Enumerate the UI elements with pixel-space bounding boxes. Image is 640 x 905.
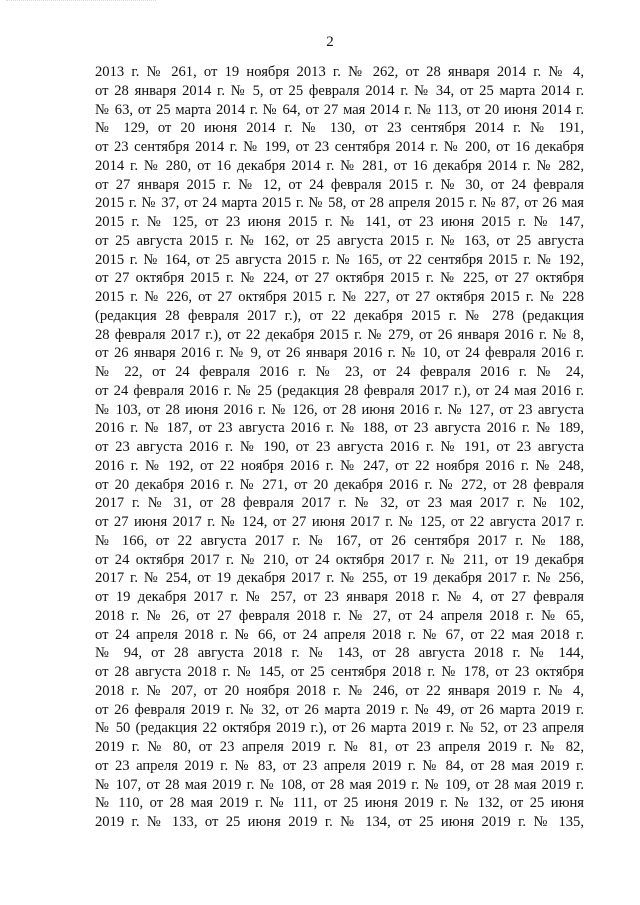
text-line: от 23 сентября 2014 г. № 199, от 23 сентября 2014 г. № 200, от 16 декабря (95, 139, 584, 155)
text-line: от 28 января 2014 г. № 5, от 25 февраля 2014 г. № 34, от 25 марта 2014 г. (95, 82, 584, 99)
text-line: 2016 г. № 187, от 23 августа 2016 г. № 188, от 23 августа 2016 г. № 189, (95, 420, 584, 437)
text-line: № 63, от 25 марта 2014 г. № 64, от 27 мая 2014 г. № 113, от 20 июня 2014 г. (95, 101, 584, 118)
text-line: 2018 г. № 207, от 20 ноября 2018 г. № 246, от 22 января 2019 г. № 4, (95, 682, 584, 699)
text-line: от 24 февраля 2016 г. № 25 (редакция 28 февраля 2017 г.), от 24 мая 2016 г. (95, 382, 584, 399)
text-line: 2015 г. № 125, от 23 июня 2015 г. № 141, от 23 июня 2015 г. № 147, (95, 214, 584, 230)
body-text (95, 63, 584, 832)
text-line: № 22, от 24 февраля 2016 г. № 23, от 24 февраля 2016 г. № 24, (95, 364, 584, 380)
text-line: от 27 октября 2015 г. № 224, от 27 октября 2015 г. № 225, от 27 октября (95, 270, 584, 287)
text-line: 2016 г. № 192, от 22 ноября 2016 г. № 247, от 22 ноября 2016 г. № 248, (95, 457, 584, 474)
text-line: 2015 г. № 37, от 24 марта 2015 г. № 58, от 28 апреля 2015 г. № 87, от 26 мая (95, 195, 584, 212)
text-line: 2017 г. № 31, от 28 февраля 2017 г. № 32, от 23 мая 2017 г. № 102, (95, 495, 584, 512)
text-line: № 50 (редакция 22 октября 2019 г.), от 26 марта 2019 г. № 52, от 23 апреля (95, 720, 584, 737)
text-line: 2017 г. № 254, от 19 декабря 2017 г. № 255, от 19 декабря 2017 г. № 256, (95, 570, 584, 587)
text-line: 28 февраля 2017 г.), от 22 декабря 2015 г. № 279, от 26 января 2016 г. № 8, (95, 326, 584, 343)
text-line: 2015 г. № 164, от 25 августа 2015 г. № 165, от 22 сентября 2015 г. № 192, (95, 251, 584, 268)
text-line: 2013 г. № 261, от 19 ноября 2013 г. № 262, от 28 января 2014 г. № 4, (95, 64, 584, 80)
text-line: от 26 января 2016 г. № 9, от 26 января 2016 г. № 10, от 24 февраля 2016 г. (95, 345, 584, 362)
text-line: от 27 июня 2017 г. № 124, от 27 июня 2017 г. № 125, от 22 августа 2017 г. (95, 514, 584, 530)
text-line: (редакция 28 февраля 2017 г.), от 22 декабря 2015 г. № 278 (редакция (95, 307, 584, 324)
page-number: 2 (326, 34, 334, 50)
text-line: от 23 августа 2016 г. № 190, от 23 августа 2016 г. № 191, от 23 августа (95, 439, 584, 455)
text-line: 2015 г. № 226, от 27 октября 2015 г. № 227, от 27 октября 2015 г. № 228 (95, 289, 584, 305)
text-line: № 129, от 20 июня 2014 г. № 130, от 23 сентября 2014 г. № 191, (95, 120, 584, 137)
text-line: № 107, от 28 мая 2019 г. № 108, от 28 мая 2019 г. № 109, от 28 мая 2019 г. (95, 776, 584, 793)
text-line: № 103, от 28 июня 2016 г. № 126, от 28 июня 2016 г. № 127, от 23 августа (95, 401, 584, 418)
text-line: от 23 апреля 2019 г. № 83, от 23 апреля 2019 г. № 84, от 28 мая 2019 г. (95, 757, 584, 774)
text-line: от 26 февраля 2019 г. № 32, от 26 марта 2019 г. № 49, от 26 марта 2019 г. (95, 701, 584, 718)
text-line: № 166, от 22 августа 2017 г. № 167, от 26 сентября 2017 г. № 188, (95, 532, 584, 549)
text-line: № 94, от 28 августа 2018 г. № 143, от 28 августа 2018 г. № 144, (95, 645, 584, 662)
text-line: от 24 октября 2017 г. № 210, от 24 октября 2017 г. № 211, от 19 декабря (95, 551, 584, 568)
text-line: от 28 августа 2018 г. № 145, от 25 сентября 2018 г. № 178, от 23 октября (95, 664, 584, 680)
text-line: 2019 г. № 133, от 25 июня 2019 г. № 134, от 25 июня 2019 г. № 135, (95, 814, 584, 830)
text-line: 2018 г. № 26, от 27 февраля 2018 г. № 27, от 24 апреля 2018 г. № 65, (95, 607, 584, 624)
text-line: 2014 г. № 280, от 16 декабря 2014 г. № 281, от 16 декабря 2014 г. № 282, (95, 157, 584, 174)
text-line: от 19 декабря 2017 г. № 257, от 23 января 2018 г. № 4, от 27 февраля (95, 589, 584, 605)
text-line: от 25 августа 2015 г. № 162, от 25 августа 2015 г. № 163, от 25 августа (95, 232, 584, 249)
scan-edge-mark (6, 0, 156, 4)
text-line: от 20 декабря 2016 г. № 271, от 20 декабря 2016 г. № 272, от 28 февраля (95, 476, 584, 493)
text-line: № 110, от 28 мая 2019 г. № 111, от 25 июня 2019 г. № 132, от 25 июня (95, 795, 584, 812)
text-line: 2019 г. № 80, от 23 апреля 2019 г. № 81, от 23 апреля 2019 г. № 82, (95, 739, 584, 755)
text-line: от 24 апреля 2018 г. № 66, от 24 апреля 2018 г. № 67, от 22 мая 2018 г. (95, 626, 584, 643)
text-line: от 27 января 2015 г. № 12, от 24 февраля 2015 г. № 30, от 24 февраля (95, 176, 584, 193)
